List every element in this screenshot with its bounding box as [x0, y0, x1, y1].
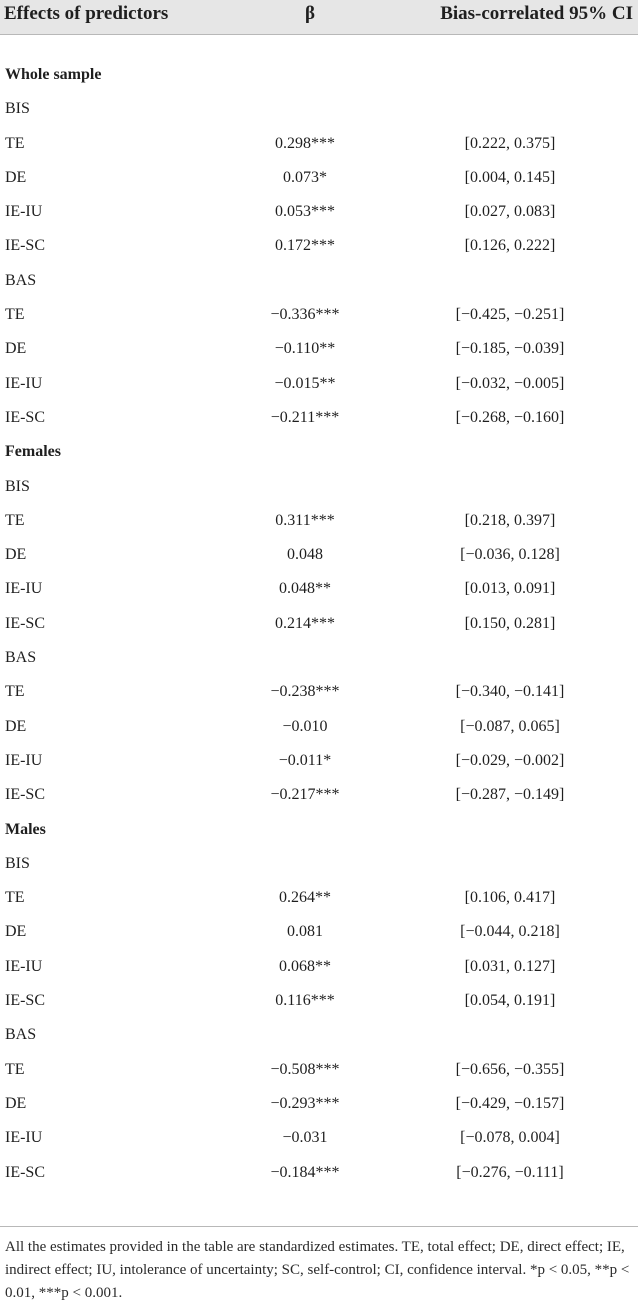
row-label: TE	[5, 134, 25, 152]
row-label: IE-SC	[5, 786, 45, 804]
table-footnote: All the estimates provided in the table are standardized estimates. TE, total effect; DE, direct effect; IE, indirect effect; IU, intolerance of uncertainty; SC, self-control; CI, confidence interval. *p < 0.05, **p < 0.01, ***p < 0.001.	[5, 1239, 630, 1301]
row-beta: −0.336***	[270, 306, 340, 324]
row-label: BIS	[5, 477, 30, 495]
table-row	[0, 92, 638, 126]
row-label: IE-SC	[5, 408, 45, 426]
row-ci: [−0.268, −0.160]	[455, 408, 565, 426]
table-row	[0, 641, 638, 675]
row-beta: 0.053***	[275, 203, 335, 221]
table-row	[0, 538, 638, 572]
row-label: IE-IU	[5, 374, 43, 392]
row-beta: −0.184***	[270, 1163, 340, 1181]
section-row	[0, 435, 638, 469]
row-label: BIS	[5, 854, 30, 872]
row-label: IE-SC	[5, 1163, 45, 1181]
row-label: TE	[5, 683, 25, 701]
table-row	[0, 229, 638, 263]
row-beta: −0.031	[282, 1129, 328, 1147]
table-row	[0, 710, 638, 744]
row-beta: −0.508***	[270, 1060, 340, 1078]
table-row	[0, 332, 638, 366]
row-beta: 0.048	[287, 546, 323, 564]
row-label: DE	[5, 717, 27, 735]
row-ci: [0.004, 0.145]	[464, 168, 556, 186]
row-label: BIS	[5, 100, 30, 118]
row-beta: 0.068**	[279, 957, 331, 975]
row-ci: [0.222, 0.375]	[464, 134, 556, 152]
row-beta: 0.116***	[275, 992, 335, 1010]
table-row	[0, 367, 638, 401]
table-row	[0, 298, 638, 332]
table-row	[0, 1087, 638, 1121]
row-ci: [−0.425, −0.251]	[455, 306, 565, 324]
row-beta: −0.217***	[270, 786, 340, 804]
table-row	[0, 127, 638, 161]
footer-divider	[0, 1226, 638, 1227]
section-row	[0, 58, 638, 92]
row-ci: [0.013, 0.091]	[464, 580, 556, 598]
table-row	[0, 984, 638, 1018]
row-ci: [0.150, 0.281]	[464, 614, 556, 632]
row-beta: 0.298***	[275, 134, 335, 152]
row-ci: [0.218, 0.397]	[464, 511, 556, 529]
row-beta: −0.015**	[274, 374, 336, 392]
row-ci: [−0.087, 0.065]	[460, 717, 560, 735]
table-row	[0, 504, 638, 538]
row-label: BAS	[5, 271, 37, 289]
row-ci: [−0.287, −0.149]	[455, 786, 565, 804]
section-row	[0, 813, 638, 847]
table-header	[0, 0, 638, 34]
table-row	[0, 881, 638, 915]
row-ci: [0.106, 0.417]	[464, 889, 556, 907]
row-label: IE-SC	[5, 614, 45, 632]
header-effects-of-predictors: Effects of predictors	[4, 3, 169, 24]
row-label: BAS	[5, 1026, 37, 1044]
row-label: IE-IU	[5, 1129, 43, 1147]
table-row	[0, 161, 638, 195]
row-ci: [−0.185, −0.039]	[455, 340, 565, 358]
table-row	[0, 470, 638, 504]
row-label: IE-IU	[5, 203, 43, 221]
row-label: IE-IU	[5, 957, 43, 975]
row-ci: [−0.078, 0.004]	[460, 1129, 560, 1147]
row-label: Males	[5, 820, 46, 838]
table-row	[0, 950, 638, 984]
row-label: TE	[5, 889, 25, 907]
table-row	[0, 195, 638, 229]
row-label: BAS	[5, 649, 37, 667]
table-row	[0, 572, 638, 606]
row-label: DE	[5, 923, 27, 941]
row-ci: [−0.340, −0.141]	[455, 683, 565, 701]
table-row	[0, 401, 638, 435]
row-label: IE-IU	[5, 580, 43, 598]
row-beta: 0.172***	[275, 237, 335, 255]
table-row	[0, 778, 638, 812]
row-ci: [0.126, 0.222]	[464, 237, 556, 255]
table-row	[0, 847, 638, 881]
row-ci: [−0.276, −0.111]	[456, 1163, 564, 1181]
row-label: Whole sample	[5, 66, 102, 83]
row-beta: −0.293***	[270, 1094, 340, 1112]
table-row	[0, 1121, 638, 1155]
row-beta: 0.081	[287, 923, 323, 941]
row-label: IE-SC	[5, 992, 45, 1010]
table-row	[0, 264, 638, 298]
row-label: DE	[5, 168, 27, 186]
row-label: DE	[5, 340, 27, 358]
table-row	[0, 1018, 638, 1052]
row-ci: [−0.429, −0.157]	[455, 1094, 565, 1112]
row-beta: 0.048**	[279, 580, 331, 598]
header-ci: Bias-correlated 95% CI	[440, 3, 633, 24]
row-beta: −0.011*	[278, 751, 332, 769]
row-label: TE	[5, 1060, 25, 1078]
row-ci: [−0.032, −0.005]	[455, 374, 565, 392]
row-beta: −0.010	[282, 717, 328, 735]
row-beta: −0.238***	[270, 683, 340, 701]
row-label: IE-IU	[5, 751, 43, 769]
row-ci: [0.031, 0.127]	[464, 957, 556, 975]
row-ci: [−0.029, −0.002]	[455, 751, 565, 769]
row-label: TE	[5, 511, 25, 529]
header-divider	[0, 34, 638, 35]
header-beta: β	[304, 3, 315, 24]
table-row	[0, 607, 638, 641]
table-row	[0, 1053, 638, 1087]
table-row	[0, 1156, 638, 1190]
row-ci: [0.027, 0.083]	[464, 203, 556, 221]
row-label: DE	[5, 1094, 27, 1112]
row-label: Females	[5, 443, 61, 461]
table-row	[0, 915, 638, 949]
row-label: DE	[5, 546, 27, 564]
row-label: TE	[5, 306, 25, 324]
row-ci: [−0.044, 0.218]	[460, 923, 560, 941]
row-beta: 0.311***	[275, 511, 335, 529]
row-beta: 0.073*	[283, 168, 327, 186]
row-label: IE-SC	[5, 237, 45, 255]
row-beta: −0.211***	[270, 408, 340, 426]
row-beta: 0.264**	[279, 889, 331, 907]
row-beta: −0.110**	[274, 340, 336, 358]
row-beta: 0.214***	[275, 614, 335, 632]
table-row	[0, 675, 638, 709]
row-ci: [−0.656, −0.355]	[455, 1060, 565, 1078]
table-row	[0, 744, 638, 778]
table-body	[0, 58, 638, 1190]
row-ci: [−0.036, 0.128]	[460, 546, 560, 564]
row-ci: [0.054, 0.191]	[464, 992, 556, 1010]
